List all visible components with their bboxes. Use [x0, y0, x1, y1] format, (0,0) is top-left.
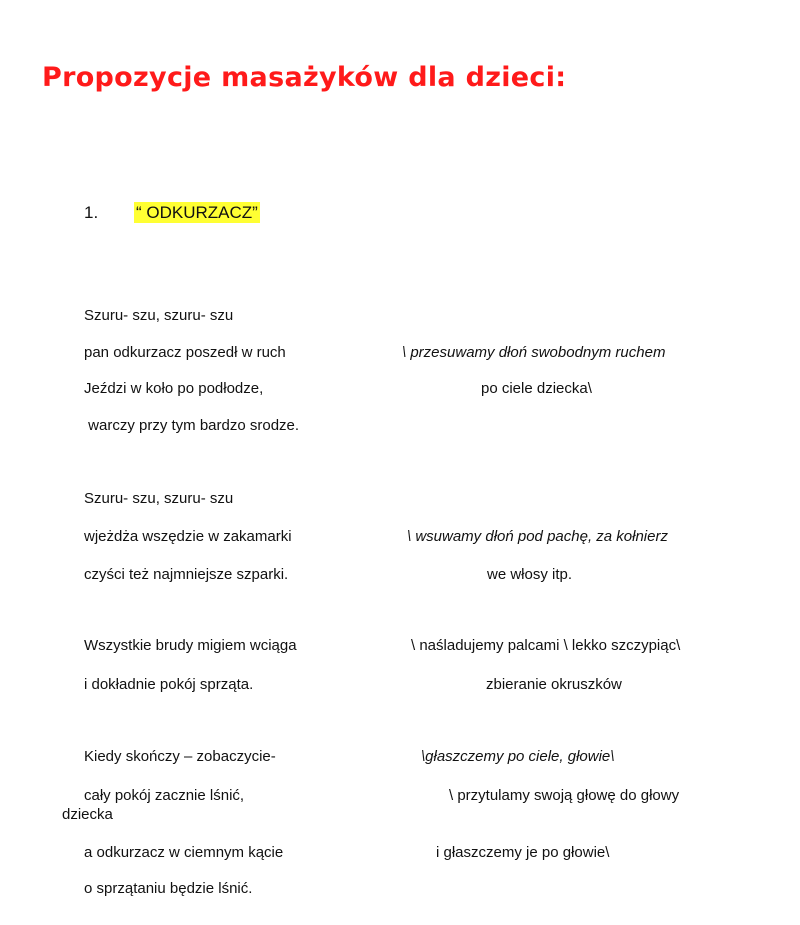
poem-line: Szuru- szu, szuru- szu [84, 307, 234, 324]
instruction-line: we włosy itp. [487, 566, 573, 583]
instruction-line: po ciele dziecka\ [481, 380, 592, 397]
poem-line: warczy przy tym bardzo srodze. [84, 417, 300, 434]
poem-line: i dokładnie pokój sprząta. [84, 676, 254, 693]
poem-line: Wszystkie brudy migiem wciąga [84, 637, 297, 654]
poem-line: o sprzątaniu będzie lśnić. [84, 880, 253, 897]
section-number: 1. [84, 203, 99, 222]
poem-line: cały pokój zacznie lśnić, [84, 787, 245, 804]
instruction-line: \ naśladujemy palcami \ lekko szczypiąc\ [411, 637, 681, 654]
section-title-highlighted: “ ODKURZACZ” [136, 203, 258, 222]
section-heading [84, 203, 260, 223]
instruction-line: zbieranie okruszków [486, 676, 622, 693]
poem-line: wjeżdża wszędzie w zakamarki [84, 528, 292, 545]
poem-line-continuation: dziecka [62, 806, 113, 823]
instruction-line: \ przytulamy swoją głowę do głowy [449, 787, 680, 804]
poem-line: czyści też najmniejsze szparki. [84, 566, 289, 583]
instruction-line: \głaszczemy po ciele, głowie\ [421, 748, 615, 765]
poem-line: a odkurzacz w ciemnym kącie [84, 844, 284, 861]
poem-line: pan odkurzacz poszedł w ruch [84, 344, 286, 361]
poem-line: Jeździ w koło po podłodze, [84, 380, 264, 397]
instruction-line: \ wsuwamy dłoń pod pachę, za kołnierz [407, 528, 668, 545]
poem-line: Kiedy skończy – zobaczycie- [84, 748, 276, 765]
instruction-line: i głaszczemy je po głowie\ [436, 844, 610, 861]
poem-line: Szuru- szu, szuru- szu [84, 490, 234, 507]
page-title: Propozycje masażyków dla dzieci: [42, 62, 567, 93]
instruction-line: \ przesuwamy dłoń swobodnym ruchem [402, 344, 666, 361]
